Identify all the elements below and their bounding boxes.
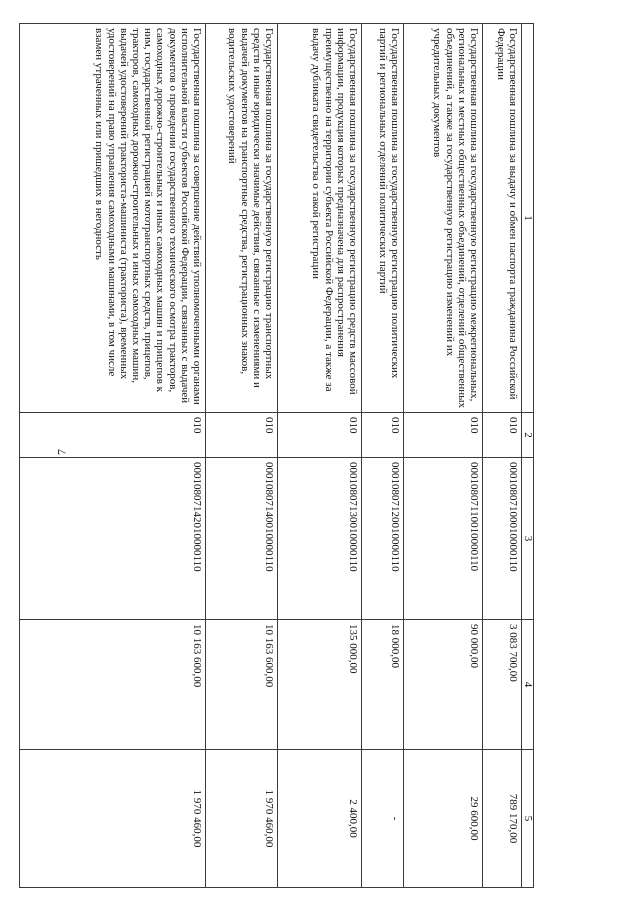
row-name: Государственная пошлина за государственную регистрацию межрегиональных, региональных и местных общественных объединений, отделений общественных объединений, а также за государственную регистрацию изменений их учредительных документов bbox=[404, 24, 483, 413]
row-sum-fact: 1 970 460,00 bbox=[206, 750, 278, 888]
row-name: Государственная пошлина за государственную регистрацию транспортных средств и иные юридически значимые действия, связанные с изменениями и выдачей документов на транспортные средства, регистрационных знаков, водительских удостоверений bbox=[206, 24, 278, 413]
row-code: 010 bbox=[20, 413, 206, 458]
row-sum-plan: 135 000,00 bbox=[278, 620, 362, 750]
row-name: Государственная пошлина за выдачу и обмен паспорта гражданина Российской Федерации bbox=[483, 24, 522, 413]
col-header-2: 2 bbox=[522, 413, 534, 458]
row-code: 010 bbox=[206, 413, 278, 458]
row-kbk: 00010807130010000110 bbox=[278, 458, 362, 620]
table-row bbox=[206, 24, 278, 888]
row-sum-plan: 10 163 600,00 bbox=[206, 620, 278, 750]
header-row bbox=[522, 24, 534, 888]
col-header-3: 3 bbox=[522, 458, 534, 620]
table-row bbox=[404, 24, 483, 888]
row-sum-fact: 789 170,00 bbox=[483, 750, 522, 888]
page-number: 7 bbox=[54, 449, 69, 455]
col-header-1: 1 bbox=[522, 24, 534, 413]
row-sum-fact: 2 400,00 bbox=[278, 750, 362, 888]
row-name: Государственная пошлина за государственную регистрацию политических партий и региональных отделений политических партий bbox=[362, 24, 404, 413]
table-row bbox=[278, 24, 362, 888]
row-sum-plan: 18 000,00 bbox=[362, 620, 404, 750]
table-row bbox=[20, 24, 206, 888]
row-sum-plan: 3 083 700,00 bbox=[483, 620, 522, 750]
revenue-table bbox=[19, 23, 534, 888]
row-code: 010 bbox=[404, 413, 483, 458]
row-kbk: 00010807142010000110 bbox=[20, 458, 206, 620]
row-sum-fact: - bbox=[362, 750, 404, 888]
row-sum-plan: 90 000,00 bbox=[404, 620, 483, 750]
row-code: 010 bbox=[278, 413, 362, 458]
row-name: Государственная пошлина за совершение действий уполномоченными органами исполнительной власти субъектов Российской Федерации, связанных с выдачей документов о проведении государственного технического осмотра тракторов, самоходных дорожно-строительных и иных самоходных машин и прицепов к ним, государственной регистрацией мототранспортных средств, прицепов, тракторов, самоходных дорожно-строительных и иных самоходных машин, выдачей удостоверений тракториста-машиниста (тракториста), временных удостоверений на право управления самоходными машинами, в том числе взамен утраченных или пришедших в негодность bbox=[20, 24, 206, 413]
row-kbk: 00010807100010000110 bbox=[483, 458, 522, 620]
row-sum-plan: 10 163 600,00 bbox=[20, 620, 206, 750]
col-header-5: 5 bbox=[522, 750, 534, 888]
row-sum-fact: 1 970 460,00 bbox=[20, 750, 206, 888]
table-row bbox=[362, 24, 404, 888]
row-sum-fact: 29 600,00 bbox=[404, 750, 483, 888]
table-row bbox=[483, 24, 522, 888]
row-code: 010 bbox=[362, 413, 404, 458]
row-kbk: 00010807120010000110 bbox=[362, 458, 404, 620]
row-code: 010 bbox=[483, 413, 522, 458]
col-header-4: 4 bbox=[522, 620, 534, 750]
row-kbk: 00010807140010000110 bbox=[206, 458, 278, 620]
row-kbk: 00010807110010000110 bbox=[404, 458, 483, 620]
row-name: Государственная пошлина за государственную регистрацию средств массовой информации, продукция которых предназначена для распространения преимущественно на территории субъекта Российской Федерации, а также за выдачу дубликата свидетельства о такой регистрации bbox=[278, 24, 362, 413]
